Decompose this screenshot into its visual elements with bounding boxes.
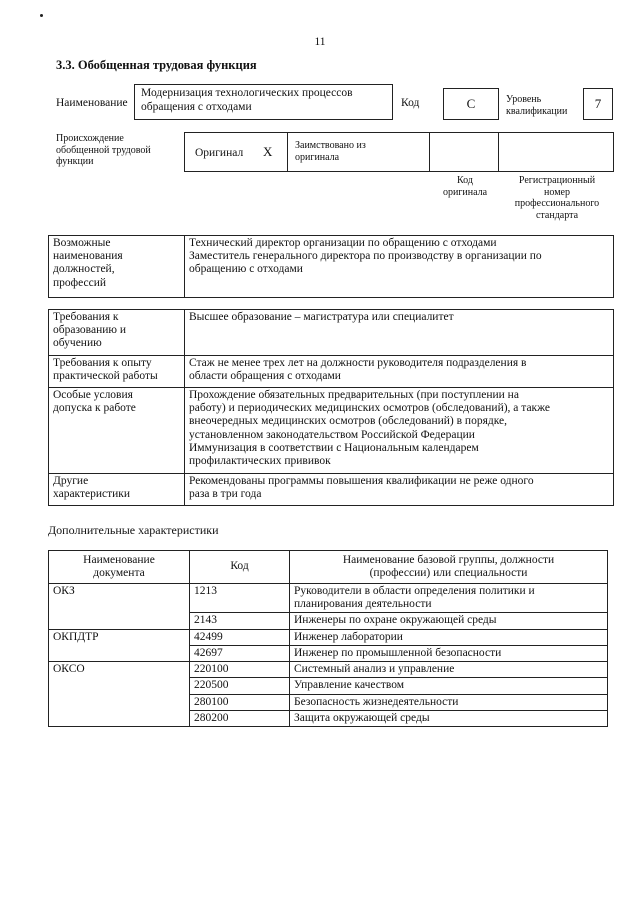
additional-table bbox=[48, 550, 608, 727]
original-mark: X bbox=[263, 144, 273, 159]
requirement-row bbox=[49, 474, 614, 506]
page-number: 11 bbox=[314, 36, 326, 48]
code-cell: 220500 bbox=[190, 678, 290, 694]
positions-table bbox=[48, 235, 614, 298]
original-label: Оригинал bbox=[195, 147, 244, 159]
level-value: 7 bbox=[583, 88, 613, 120]
positions-value: Технический директор организации по обращению с отходами Заместитель генерального директора по производству в организации по обращению с отходами bbox=[185, 236, 614, 298]
origin-label: Происхождение обобщенной трудовой функции bbox=[56, 133, 151, 167]
name-label: Наименование bbox=[56, 97, 128, 109]
requirement-row bbox=[49, 310, 614, 356]
name-value: Модернизация технологических процессов обращения с отходами bbox=[134, 84, 393, 120]
code-cell: 280100 bbox=[190, 694, 290, 710]
requirement-label: Особые условия допуска к работе bbox=[49, 388, 185, 474]
code-cell: 42697 bbox=[190, 645, 290, 661]
code-original-label: Код оригинала bbox=[442, 175, 488, 198]
requirement-row bbox=[49, 356, 614, 388]
doc-cell: ОКПДТР bbox=[49, 629, 190, 661]
reg-number-label: Регистрационный номер профессионального стандарта bbox=[514, 175, 600, 221]
table-row bbox=[49, 584, 608, 613]
name-cell: Системный анализ и управление bbox=[290, 662, 608, 678]
origin-box bbox=[184, 132, 614, 172]
doc-cell: ОКЗ bbox=[49, 584, 190, 630]
header-row bbox=[49, 551, 608, 584]
name-cell: Инженеры по охране окружающей среды bbox=[290, 613, 608, 629]
code-cell: 280200 bbox=[190, 710, 290, 726]
column-header-name: Наименование базовой группы, должности (профессии) или специальности bbox=[290, 551, 608, 584]
scan-dot bbox=[40, 14, 43, 17]
code-cell: 2143 bbox=[190, 613, 290, 629]
name-cell: Инженер лаборатории bbox=[290, 629, 608, 645]
requirement-value: Рекомендованы программы повышения квалификации не реже одного раза в три года bbox=[185, 474, 614, 506]
requirements-table bbox=[48, 309, 614, 506]
level-label: Уровень квалификации bbox=[506, 94, 568, 117]
section-title: 3.3. Обобщенная трудовая функция bbox=[56, 58, 257, 72]
requirement-row bbox=[49, 388, 614, 474]
name-cell: Инженер по промышленной безопасности bbox=[290, 645, 608, 661]
column-header-document: Наименование документа bbox=[49, 551, 190, 584]
table-row bbox=[49, 662, 608, 678]
code-cell: 220100 bbox=[190, 662, 290, 678]
requirement-label: Требования к образованию и обучению bbox=[49, 310, 185, 356]
code-label: Код bbox=[401, 97, 420, 109]
code-value: C bbox=[443, 88, 499, 120]
requirement-label: Другие характеристики bbox=[49, 474, 185, 506]
requirement-value: Высшее образование – магистратура или специалитет bbox=[185, 310, 614, 356]
name-cell: Защита окружающей среды bbox=[290, 710, 608, 726]
borrowed-label: Заимствовано из оригинала bbox=[295, 140, 366, 163]
code-cell: 42499 bbox=[190, 629, 290, 645]
divider bbox=[429, 133, 430, 171]
requirement-label: Требования к опыту практической работы bbox=[49, 356, 185, 388]
table-row bbox=[49, 629, 608, 645]
requirement-value: Стаж не менее трех лет на должности руководителя подразделения в области обращения с отходами bbox=[185, 356, 614, 388]
requirement-value: Прохождение обязательных предварительных (при поступлении на работу) и периодических медицинских осмотров (обследований), а также внеочередных медицинских осмотров (обследований) в порядке, установленном законодательством Российской Федерации Иммунизация в соответствии с Национальным календарем профилактических прививок bbox=[185, 388, 614, 474]
column-header-code: Код bbox=[190, 551, 290, 584]
divider bbox=[287, 133, 288, 171]
positions-label: Возможные наименования должностей, профессий bbox=[49, 236, 185, 298]
name-cell: Управление качеством bbox=[290, 678, 608, 694]
code-cell: 1213 bbox=[190, 584, 290, 613]
name-cell: Руководители в области определения политики и планирования деятельности bbox=[290, 584, 608, 613]
divider bbox=[498, 133, 499, 171]
name-cell: Безопасность жизнедеятельности bbox=[290, 694, 608, 710]
additional-title: Дополнительные характеристики bbox=[48, 523, 219, 537]
doc-cell: ОКСО bbox=[49, 662, 190, 727]
